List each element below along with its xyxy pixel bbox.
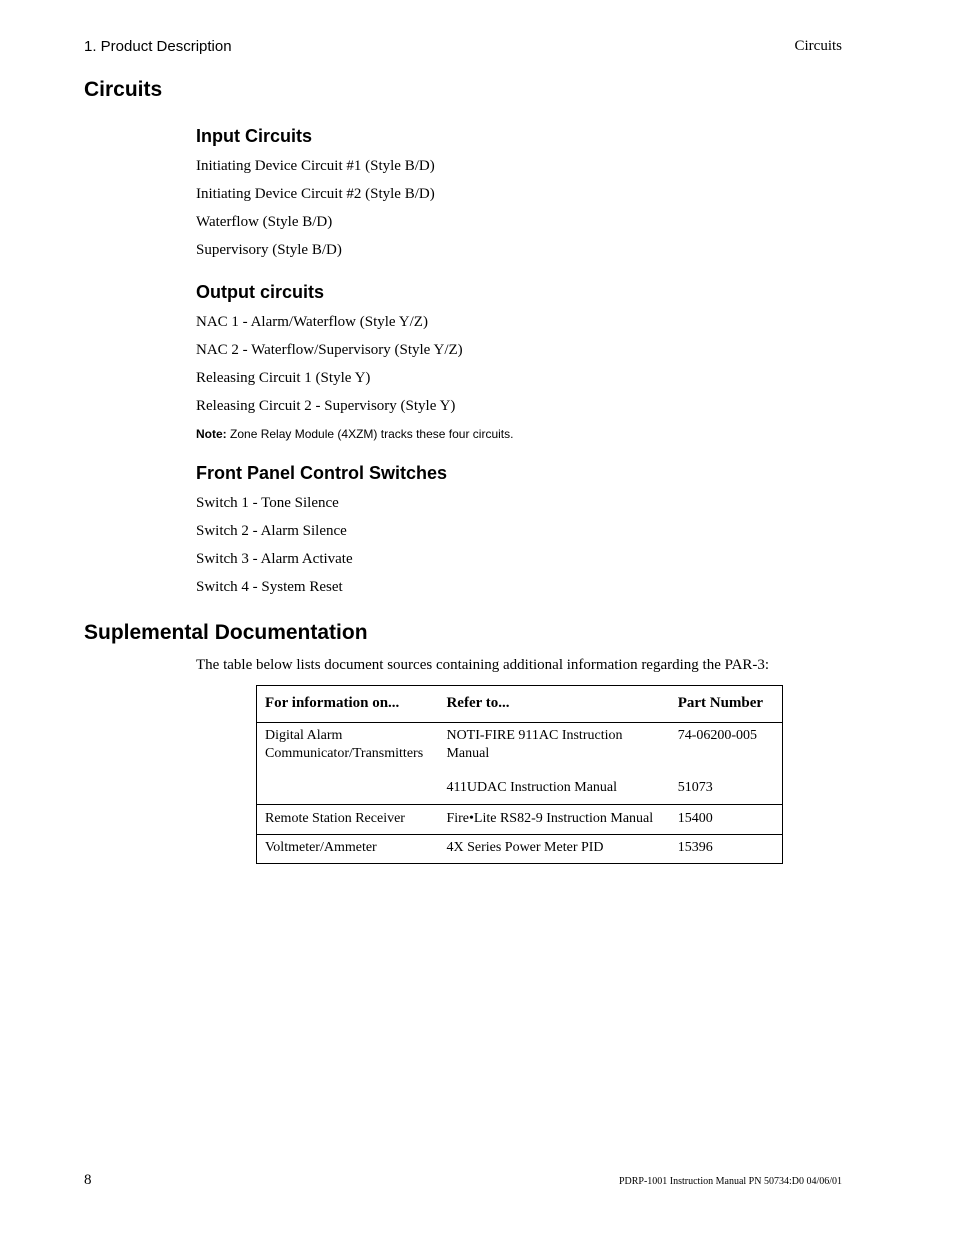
- switches-heading: Front Panel Control Switches: [196, 463, 448, 483]
- reference-doc: 4X Series Power Meter PID: [446, 840, 604, 855]
- note-label: Note:: [196, 427, 227, 441]
- column-header: Refer to...: [438, 686, 669, 723]
- input-circuits-heading: Input Circuits: [196, 126, 312, 146]
- table-cell: [438, 805, 669, 835]
- table-cell: [438, 835, 669, 864]
- table-header-row: [257, 686, 783, 723]
- switch-item: Switch 2 - Alarm Silence: [196, 523, 347, 539]
- output-circuit-item: Releasing Circuit 2 - Supervisory (Style Y): [196, 398, 456, 414]
- switch-item: Switch 3 - Alarm Activate: [196, 551, 353, 567]
- part-number: 51073: [677, 780, 713, 795]
- column-header: Part Number: [670, 686, 783, 723]
- topic-text: Digital Alarm Communicator/Transmitters: [265, 728, 424, 761]
- header-topic-label: Circuits: [794, 38, 842, 54]
- reference-table: [256, 685, 783, 864]
- table-cell: [438, 723, 669, 805]
- reference-doc: 411UDAC Instruction Manual: [446, 780, 618, 795]
- output-circuit-item: NAC 2 - Waterflow/Supervisory (Style Y/Z): [196, 342, 463, 358]
- supplemental-heading: Suplemental Documentation: [84, 621, 368, 644]
- input-circuit-item: Supervisory (Style B/D): [196, 242, 342, 258]
- circuits-heading: Circuits: [84, 78, 163, 101]
- reference-doc: NOTI-FIRE 911AC Instruction Manual: [446, 728, 623, 761]
- column-header: For information on...: [257, 686, 439, 723]
- topic-text: Remote Station Receiver: [265, 811, 405, 826]
- input-circuit-item: Waterflow (Style B/D): [196, 214, 333, 230]
- topic-text: Voltmeter/Ammeter: [265, 840, 377, 855]
- part-number: 15400: [677, 811, 713, 826]
- note-text: Zone Relay Module (4XZM) tracks these four circuits.: [230, 427, 514, 441]
- table-row: [257, 835, 783, 864]
- switch-item: Switch 4 - System Reset: [196, 579, 343, 595]
- part-number: 15396: [677, 840, 713, 855]
- table-cell: [257, 805, 439, 835]
- table-row: [257, 805, 783, 835]
- reference-doc: Fire•Lite RS82-9 Instruction Manual: [446, 811, 654, 826]
- table-cell: [257, 835, 439, 864]
- switch-item: Switch 1 - Tone Silence: [196, 495, 339, 511]
- table-cell: [257, 723, 439, 805]
- input-circuit-item: Initiating Device Circuit #2 (Style B/D): [196, 186, 435, 202]
- part-number: 74-06200-005: [677, 728, 758, 743]
- page-number: 8: [84, 1172, 92, 1188]
- input-circuit-item: Initiating Device Circuit #1 (Style B/D): [196, 158, 435, 174]
- output-circuit-item: NAC 1 - Alarm/Waterflow (Style Y/Z): [196, 314, 428, 330]
- table-cell: [670, 723, 783, 805]
- supplemental-intro: The table below lists document sources containing additional information regarding the PAR-3:: [196, 657, 770, 673]
- footer-doc-id: PDRP-1001 Instruction Manual PN 50734:D0 04/06/01: [618, 1176, 842, 1187]
- output-circuits-heading: Output circuits: [196, 282, 325, 302]
- table-cell: [670, 805, 783, 835]
- output-circuit-item: Releasing Circuit 1 (Style Y): [196, 370, 371, 386]
- table-cell: [670, 835, 783, 864]
- header-section-label: 1. Product Description: [84, 38, 232, 55]
- relay-note: [196, 427, 513, 441]
- table-row: [257, 723, 783, 805]
